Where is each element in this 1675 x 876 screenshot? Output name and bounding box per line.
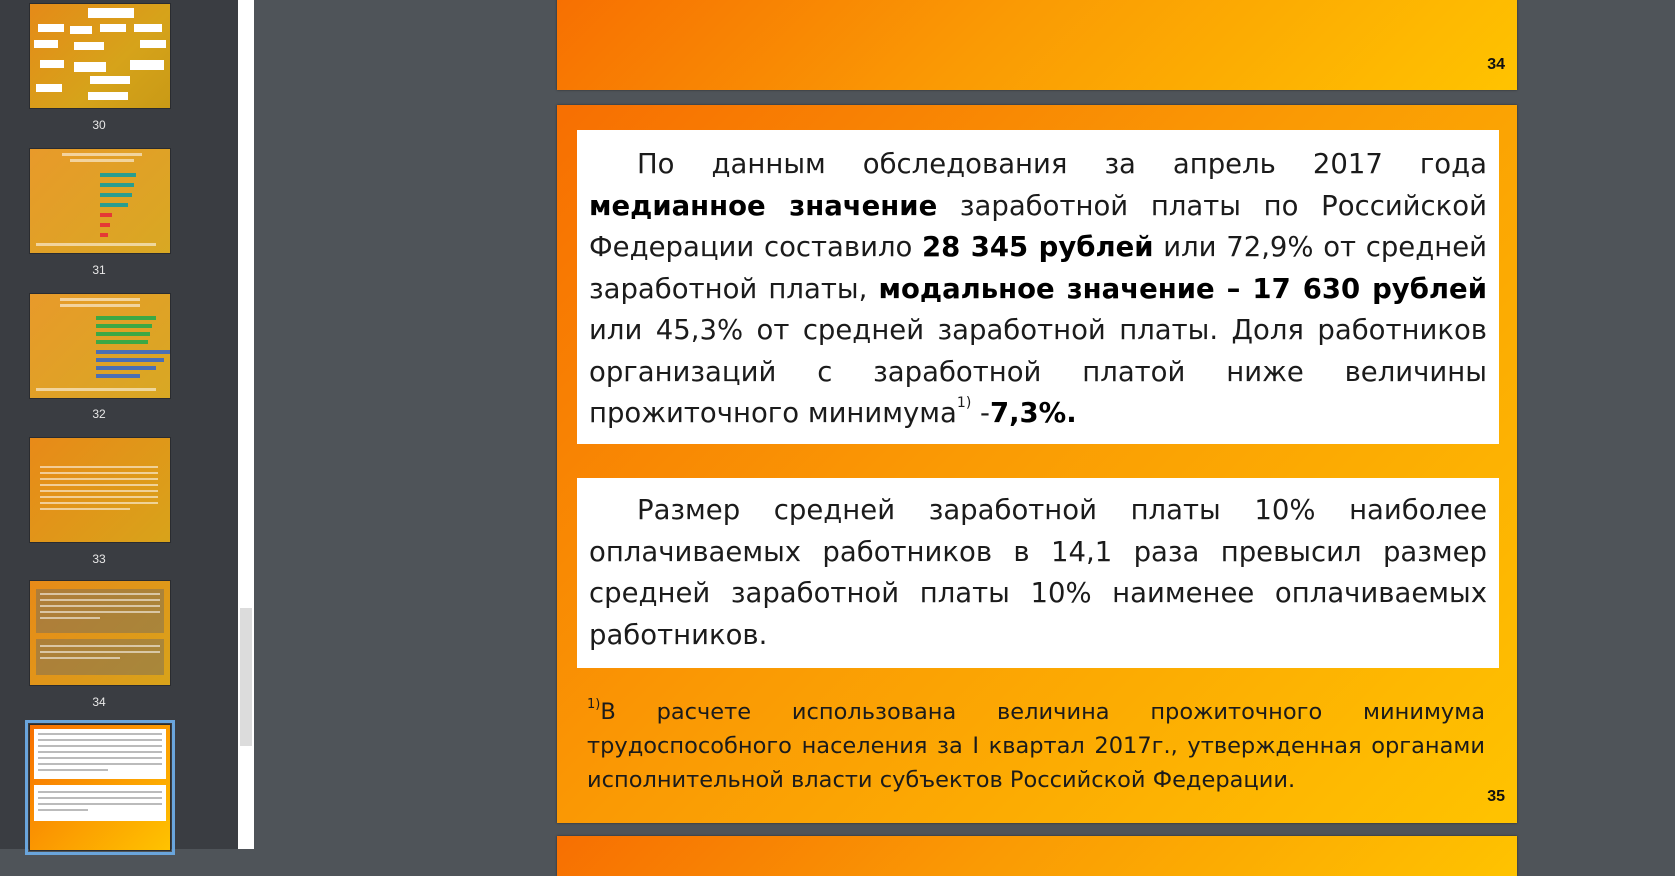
thumbnail-number: 30: [92, 118, 106, 132]
slide-number: 35: [1487, 788, 1505, 805]
thumbnail-slide-34[interactable]: [29, 580, 171, 686]
slide-34: [557, 0, 1517, 90]
sidebar-scrollbar-thumb[interactable]: [240, 608, 252, 746]
slide-number: 34: [1487, 56, 1505, 73]
slide-35: [557, 105, 1517, 823]
footnote: $^{1)}$В расчете использована величина прожиточного минимума трудоспособного населения за I квартал 2017г., утвержденная органами исполнительной власти субъектов Российской Федерации.: [587, 697, 1485, 793]
thumbnail-number: 31: [92, 263, 106, 277]
bold-share: 7,3%.: [989, 397, 1077, 429]
thumbnail-slide-35[interactable]: [29, 724, 171, 851]
bold-median-value: 28 345 рублей: [922, 231, 1154, 263]
thumbnail-slide-31[interactable]: [29, 148, 171, 254]
sidebar-scrollbar[interactable]: [238, 0, 254, 849]
thumbnail-number: 33: [92, 552, 106, 566]
paragraph-ratio: Размер средней заработной платы 10% наиболее оплачиваемых работников в 14,1 раза превысил размер средней заработной платы 10% наименее оплачиваемых работников.: [589, 494, 1487, 651]
footnote-ref: 1): [956, 395, 972, 411]
thumbnail-sidebar: [0, 0, 238, 849]
thumbnail-number: 32: [92, 407, 106, 421]
text-box-1: [577, 130, 1499, 444]
slide-36-partial: [557, 836, 1517, 876]
bold-median: медианное значение: [589, 189, 938, 222]
thumbnail-slide-33[interactable]: [29, 437, 171, 543]
thumbnail-slide-30[interactable]: [29, 3, 171, 109]
thumbnail-number: 34: [92, 695, 106, 709]
thumbnail-slide-32[interactable]: [29, 293, 171, 399]
text-box-2: [577, 478, 1499, 668]
paragraph-median: По данным обследования за апрель 2017 года медианное значение заработной платы по Российской Федерации составило 28 345 рублей или 72,9% от средней заработной платы, модальное значение – 17 630 рублей или 45,3% от средней заработной платы. Доля работников организаций с заработной платой ниже величины прожиточного минимума$^{1)}$ -7,3%.: [589, 148, 1487, 429]
bold-modal: модальное значение – 17 630 рублей: [878, 272, 1487, 305]
